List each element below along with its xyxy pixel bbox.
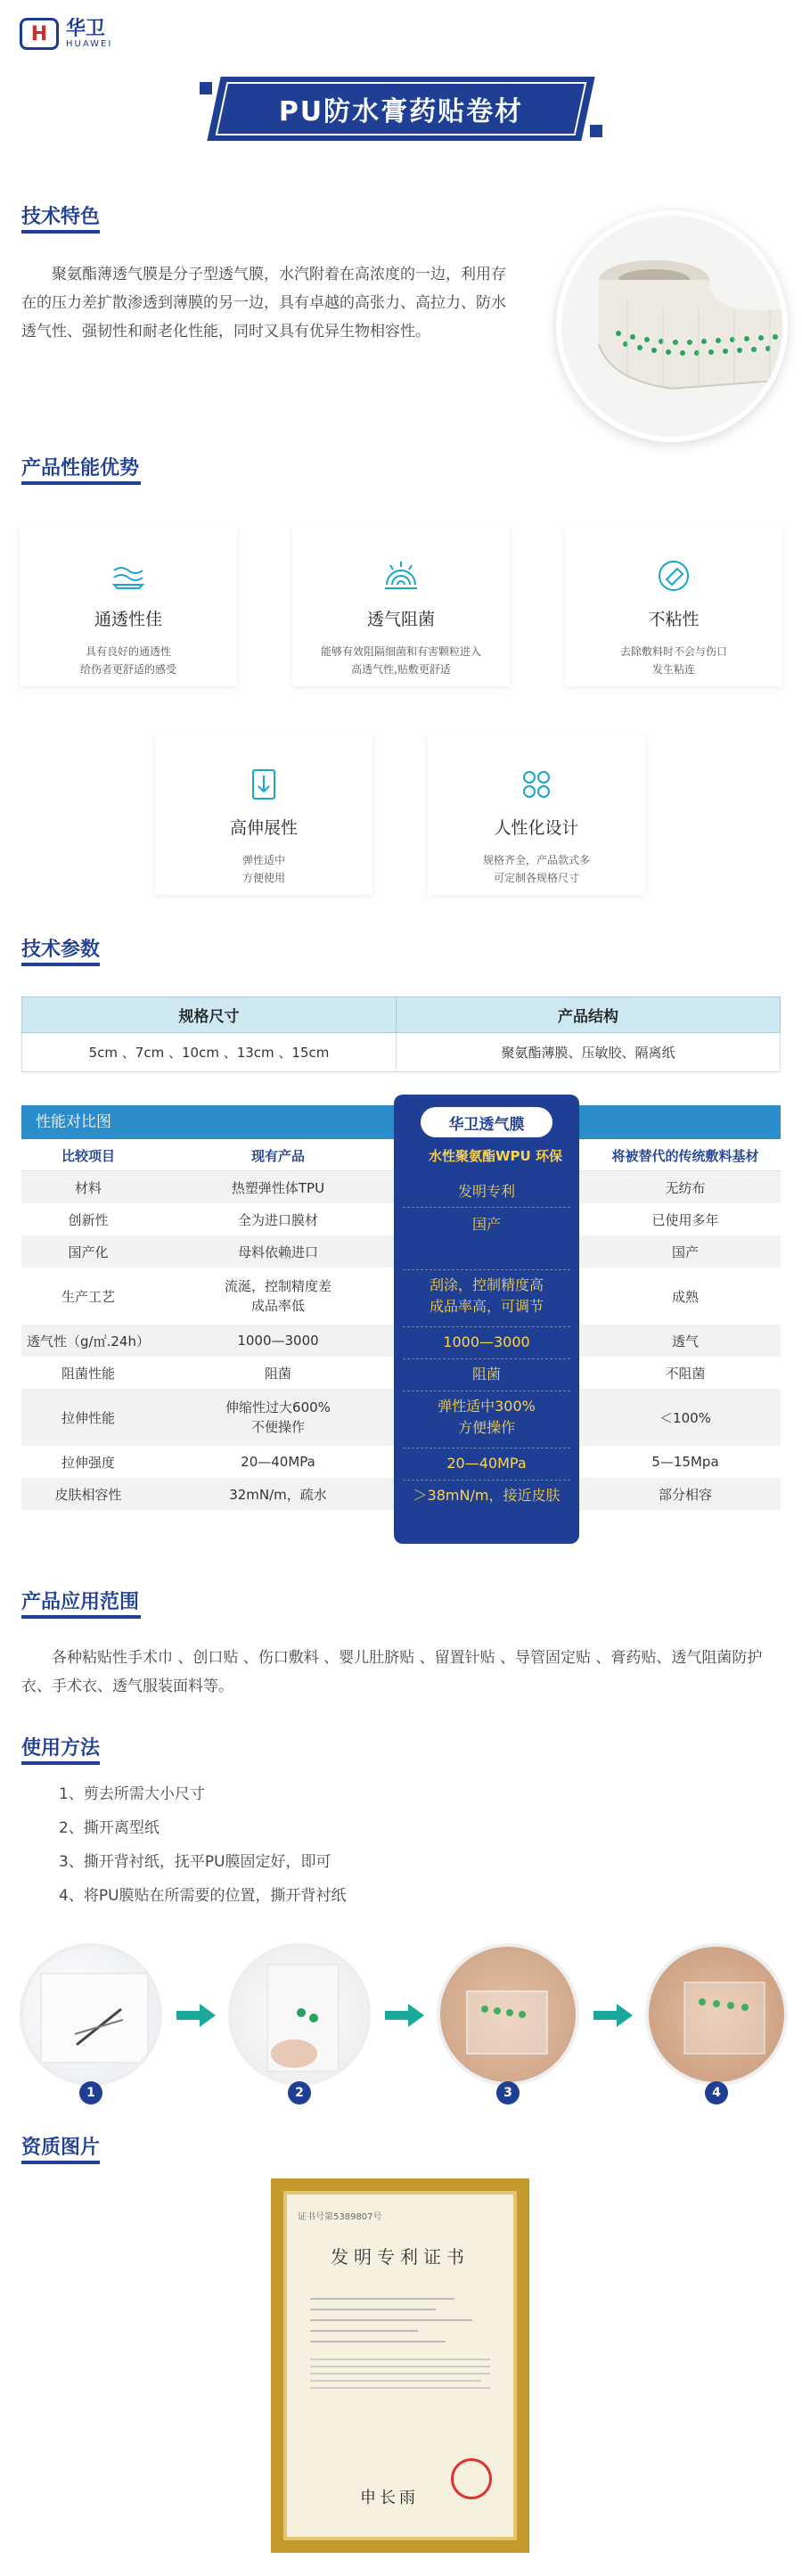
advantage-card	[565, 526, 782, 686]
clover-icon	[517, 765, 556, 804]
arrow-right-icon	[383, 2002, 426, 2029]
comparison-row: 国产化 母料依赖进口 国产	[68, 1243, 699, 1260]
section-underline	[21, 963, 100, 966]
usage-step: 3、撕开背衬纸，抚平PU膜固定好，即可	[59, 1853, 331, 1871]
step-1-image	[20, 1943, 162, 2086]
spec-table	[21, 997, 781, 1072]
advantage-desc: 具有良好的通透性 给伤者更舒适的感受	[79, 645, 176, 676]
advantage-title: 高伸展性	[229, 818, 298, 838]
spec-cell: 5cm 、7cm 、10cm 、13cm 、15cm	[22, 1033, 397, 1072]
comparison-row: 拉伸性能 伸缩性过大600% 不便操作 ＜100%	[61, 1399, 711, 1435]
advantage-title: 不粘性	[648, 610, 700, 629]
huawei-value: 1000—3000	[443, 1333, 530, 1350]
comparison-row: 阻菌性能 阻菌 不阻菌	[61, 1365, 706, 1382]
comparison-header-row: 比较项目 现有产品 水性聚氨酯WPU 环保 将被替代的传统敷料基材	[61, 1147, 759, 1164]
step-badge: 1	[79, 2081, 102, 2104]
advantage-desc: 能够有效阻隔细菌和有害颗粒进入 高透气性,贴敷更舒适	[320, 645, 481, 676]
cert-number: 证书号第5389807号	[298, 2212, 382, 2222]
comparison-row: 拉伸强度 20—40MPa 5—15Mpa	[61, 1454, 719, 1471]
section-underline	[21, 481, 141, 485]
official-seal-icon	[451, 2458, 492, 2499]
step-badge: 4	[705, 2081, 728, 2104]
huawei-value: 20—40MPa	[446, 1455, 527, 1472]
advantage-title: 透气阻菌	[366, 610, 435, 629]
advantage-card	[155, 734, 372, 895]
shield-arch-icon	[381, 556, 421, 595]
step-2-image	[228, 1943, 371, 2086]
cert-title: 发明专利证书	[331, 2246, 470, 2268]
page-title-banner	[214, 77, 588, 141]
banner-deco-icon	[590, 125, 602, 137]
step-4-image	[645, 1943, 788, 2086]
section-heading-advantages: 产品性能优势	[21, 457, 140, 480]
section-heading-application: 产品应用范围	[21, 1591, 140, 1613]
step-badge: 3	[496, 2081, 520, 2104]
section-heading-features: 技术特色	[21, 206, 101, 228]
product-roll-image	[556, 210, 788, 442]
step-3-image	[437, 1943, 579, 2086]
huawei-value: 弹性适中300% 方便操作	[438, 1398, 536, 1436]
bandage-icon	[654, 556, 693, 595]
comparison-row: 透气性（g/㎡.24h） 1000—3000 透气	[27, 1333, 699, 1350]
advantage-title: 人性化设计	[494, 818, 579, 838]
brand-logo	[20, 18, 112, 50]
huawei-film-badge: 华卫透气膜	[421, 1107, 552, 1137]
spec-cell: 聚氨酯薄膜、压敏胶、隔离纸	[397, 1033, 781, 1072]
comparison-row: 创新性 全为进口膜材 已使用多年	[68, 1211, 719, 1228]
section-heading-certificate: 资质图片	[21, 2137, 101, 2159]
advantage-desc: 去除敷料时不会与伤口 发生粘连	[619, 645, 727, 676]
section-underline	[21, 2161, 100, 2164]
advantage-desc: 弹性适中 方便使用	[241, 854, 285, 884]
brand-name-en: HUAWEI	[66, 38, 113, 49]
section-heading-spec: 技术参数	[21, 939, 101, 961]
brand-name: 华卫	[66, 17, 106, 40]
comparison-row: 皮肤相容性 32mN/m，疏水 部分相容	[54, 1486, 712, 1503]
comparison-heading: 性能对比图	[21, 1105, 781, 1139]
step-badge: 2	[288, 2081, 311, 2104]
spec-header: 产品结构	[397, 997, 781, 1033]
usage-step: 2、撕开离型纸	[59, 1819, 160, 1837]
cert-signer: 申长雨	[360, 2489, 419, 2507]
advantage-title: 通透性佳	[94, 610, 162, 629]
section-underline	[21, 1615, 141, 1619]
advantage-desc: 规格齐全，产品款式多 可定制各规格尺寸	[482, 854, 590, 884]
huawei-value: 阻菌	[471, 1366, 501, 1382]
section-heading-usage: 使用方法	[21, 1737, 101, 1760]
huawei-value: 刮涂，控制精度高 成品率高，可调节	[429, 1276, 544, 1315]
comparison-row: 材料 热塑弹性体TPU 无纺布	[74, 1179, 706, 1196]
layers-icon	[109, 556, 148, 595]
usage-step: 1、剪去所需大小尺寸	[59, 1785, 205, 1803]
usage-step: 4、将PU膜贴在所需要的位置，撕开背衬纸	[59, 1887, 347, 1905]
page-title: PU防水膏药贴卷材	[278, 96, 524, 127]
patent-certificate	[271, 2178, 529, 2553]
banner-deco-icon	[200, 82, 212, 94]
section-underline	[21, 230, 100, 234]
stretch-icon	[244, 765, 283, 804]
comparison-row: 生产工艺 流涎，控制精度差 成品率低 成熟	[61, 1278, 699, 1314]
arrow-right-icon	[175, 2002, 217, 2029]
huawei-value: 发明专利	[457, 1183, 515, 1200]
advantage-card	[20, 526, 237, 686]
advantage-card	[428, 734, 645, 895]
logo-mark-icon: H	[20, 18, 59, 50]
huawei-value: ＞38mN/m，接近皮肤	[413, 1487, 561, 1504]
application-paragraph: 各种粘贴性手术巾 、创口贴 、伤口敷料 、婴儿肚脐贴 、留置针贴 、导管固定贴 、膏药贴、透气阻菌防护衣、手术衣、透气服装面料等。	[21, 1649, 763, 1695]
arrow-right-icon	[592, 2002, 634, 2029]
spec-header: 规格尺寸	[22, 997, 397, 1033]
features-paragraph: 聚氨酯薄透气膜是分子型透气膜，水汽附着在高浓度的一边，利用存在的压力差扩散渗透到薄膜的另一边，具有卓越的高张力、高拉力、防水透气性、强韧性和耐老化性能，同时又具有优异生物相容性。	[21, 266, 506, 340]
huawei-value: 国产	[471, 1216, 501, 1233]
section-underline	[21, 1761, 100, 1765]
advantage-card	[292, 526, 510, 686]
